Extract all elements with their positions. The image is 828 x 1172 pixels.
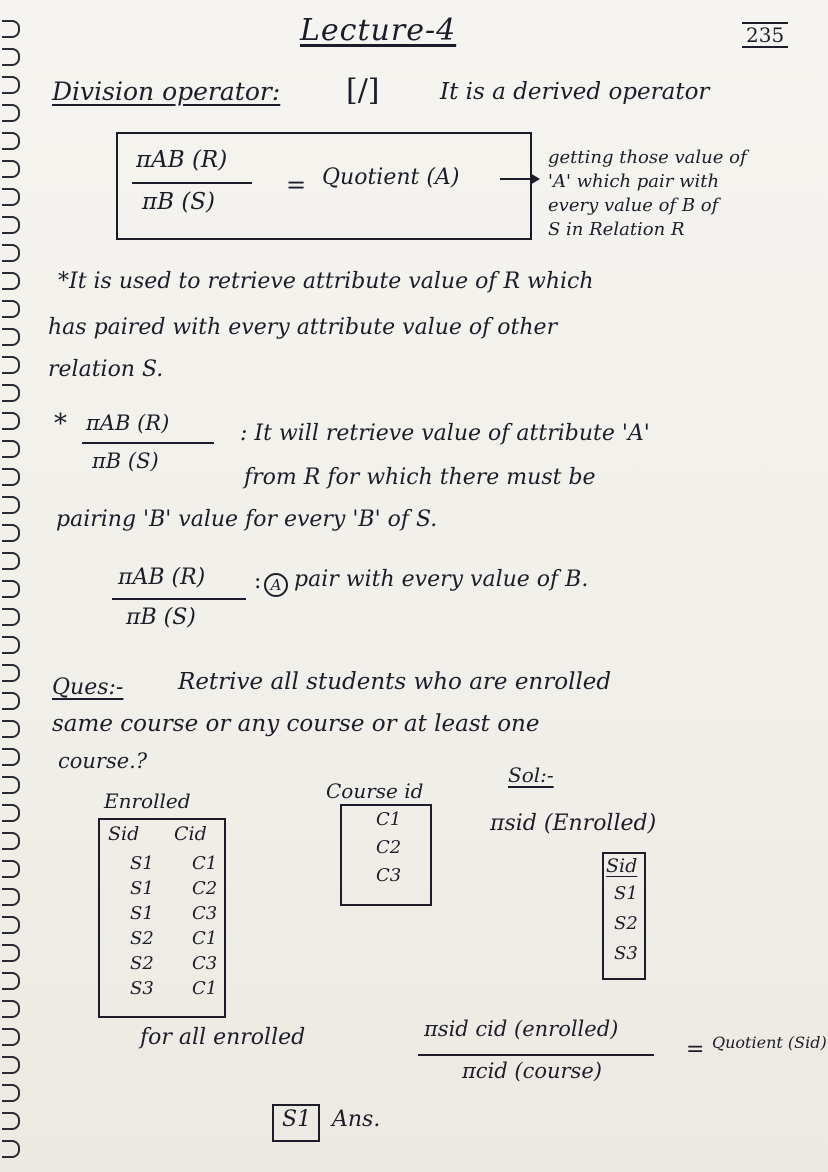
division-symbol: [/] (346, 73, 380, 108)
footer-equals: = (686, 1037, 705, 1062)
spiral-ring (2, 496, 20, 514)
spiral-ring (2, 804, 20, 822)
spiral-ring (2, 748, 20, 766)
formula3-circled-a-wrapper (264, 572, 288, 597)
bullet2-denominator: πB (S) (92, 449, 159, 473)
bullet2-text-line1: : It will retrieve value of attribute 'A' (240, 421, 650, 446)
enrolled-sid-cell: S1 (130, 903, 154, 924)
spiral-ring (2, 1112, 20, 1130)
spiral-ring (2, 20, 20, 38)
answer-label: Ans. (332, 1107, 381, 1132)
spiral-ring (2, 972, 20, 990)
footer-fraction-bar (418, 1054, 654, 1056)
spiral-ring (2, 440, 20, 458)
solution-label: Sol:- (508, 763, 554, 787)
footer-numerator: πsid cid (enrolled) (424, 1017, 619, 1041)
bullet2-text-line2: from R for which there must be (244, 465, 596, 490)
enrolled-cid-cell: C3 (192, 953, 218, 974)
course-cell: C1 (376, 809, 402, 830)
bullet2-text-line3: pairing 'B' value for every 'B' of S. (56, 507, 438, 532)
spiral-ring (2, 468, 20, 486)
spiral-ring (2, 916, 20, 934)
spiral-ring (2, 860, 20, 878)
question-line1: Retrive all students who are enrolled (178, 669, 612, 695)
spiral-ring (2, 832, 20, 850)
spiral-ring (2, 1084, 20, 1102)
spiral-ring (2, 1000, 20, 1018)
enrolled-header-sid: Sid (108, 823, 140, 845)
bullet1-line2: has paired with every attribute value of other (48, 315, 558, 340)
formula3-text: pair with every value of B. (294, 567, 589, 592)
formula-note-line: getting those value of (548, 147, 747, 168)
bullet2-numerator: πAB (R) (86, 411, 170, 435)
solution-table-header: Sid (606, 855, 638, 877)
spiral-ring (2, 384, 20, 402)
course-cell: C3 (376, 865, 402, 886)
division-description: It is a derived operator (440, 79, 710, 105)
bullet1-line3: relation S. (48, 357, 164, 382)
spiral-binding (0, 0, 28, 1172)
solution-cell: S1 (614, 883, 638, 904)
course-title: Course id (326, 779, 424, 803)
spiral-ring (2, 636, 20, 654)
formula-note-line: S in Relation R (548, 219, 685, 240)
course-cell: C2 (376, 837, 402, 858)
formula-arrow-head (530, 173, 540, 185)
formula-note-line: 'A' which pair with (548, 171, 720, 192)
spiral-ring (2, 48, 20, 66)
spiral-ring (2, 888, 20, 906)
formula3-circled-a: A (264, 573, 288, 597)
spiral-ring (2, 580, 20, 598)
enrolled-cid-cell: C1 (192, 928, 218, 949)
question-label: Ques:- (52, 675, 124, 700)
formula3-denominator: πB (S) (126, 605, 196, 630)
bullet2-fraction-bar (82, 442, 214, 444)
spiral-ring (2, 944, 20, 962)
spiral-ring (2, 412, 20, 430)
page-number: 235 (742, 22, 788, 48)
spiral-ring (2, 160, 20, 178)
formula-numerator: πAB (R) (136, 147, 228, 173)
spiral-ring (2, 272, 20, 290)
spiral-ring (2, 608, 20, 626)
spiral-ring (2, 356, 20, 374)
enrolled-cid-cell: C2 (192, 878, 218, 899)
spiral-ring (2, 524, 20, 542)
enrolled-sid-cell: S2 (130, 928, 154, 949)
footer-result: Quotient (Sid) (712, 1033, 827, 1052)
question-line2: same course or any course or at least one (52, 711, 540, 737)
solution-cell: S2 (614, 913, 638, 934)
formula-arrow-line (500, 178, 532, 180)
enrolled-cid-cell: C1 (192, 853, 218, 874)
enrolled-sid-cell: S1 (130, 853, 154, 874)
spiral-ring (2, 692, 20, 710)
formula-fraction-bar (132, 182, 252, 184)
formula-result: Quotient (A) (322, 165, 460, 190)
question-line3: course.? (58, 749, 148, 773)
formula-denominator: πB (S) (142, 189, 216, 215)
enrolled-header-cid: Cid (174, 823, 207, 845)
spiral-ring (2, 664, 20, 682)
solution-cell: S3 (614, 943, 638, 964)
spiral-ring (2, 1028, 20, 1046)
enrolled-sid-cell: S3 (130, 978, 154, 999)
footer-left-note: for all enrolled (140, 1025, 306, 1050)
lecture-title: Lecture-4 (300, 13, 457, 48)
spiral-ring (2, 720, 20, 738)
bullet2-star: * (54, 409, 67, 439)
enrolled-cid-cell: C3 (192, 903, 218, 924)
enrolled-sid-cell: S2 (130, 953, 154, 974)
spiral-ring (2, 132, 20, 150)
division-heading: Division operator: (52, 77, 281, 106)
spiral-ring (2, 552, 20, 570)
spiral-ring (2, 1056, 20, 1074)
formula3-colon: : (254, 569, 262, 594)
formula-note-line: every value of B of (548, 195, 719, 216)
spiral-ring (2, 216, 20, 234)
footer-denominator: πcid (course) (462, 1059, 602, 1083)
spiral-ring (2, 328, 20, 346)
spiral-ring (2, 76, 20, 94)
solution-projection: πsid (Enrolled) (490, 811, 657, 836)
spiral-ring (2, 104, 20, 122)
answer-value: S1 (282, 1107, 312, 1132)
formula3-fraction-bar (112, 598, 246, 600)
formula3-numerator: πAB (R) (118, 565, 206, 590)
formula-equals: = (286, 171, 307, 199)
bullet1-line1: *It is used to retrieve attribute value of R which (58, 269, 594, 294)
spiral-ring (2, 244, 20, 262)
enrolled-sid-cell: S1 (130, 878, 154, 899)
spiral-ring (2, 1140, 20, 1158)
spiral-ring (2, 300, 20, 318)
spiral-ring (2, 776, 20, 794)
enrolled-cid-cell: C1 (192, 978, 218, 999)
enrolled-title: Enrolled (104, 789, 191, 813)
spiral-ring (2, 188, 20, 206)
